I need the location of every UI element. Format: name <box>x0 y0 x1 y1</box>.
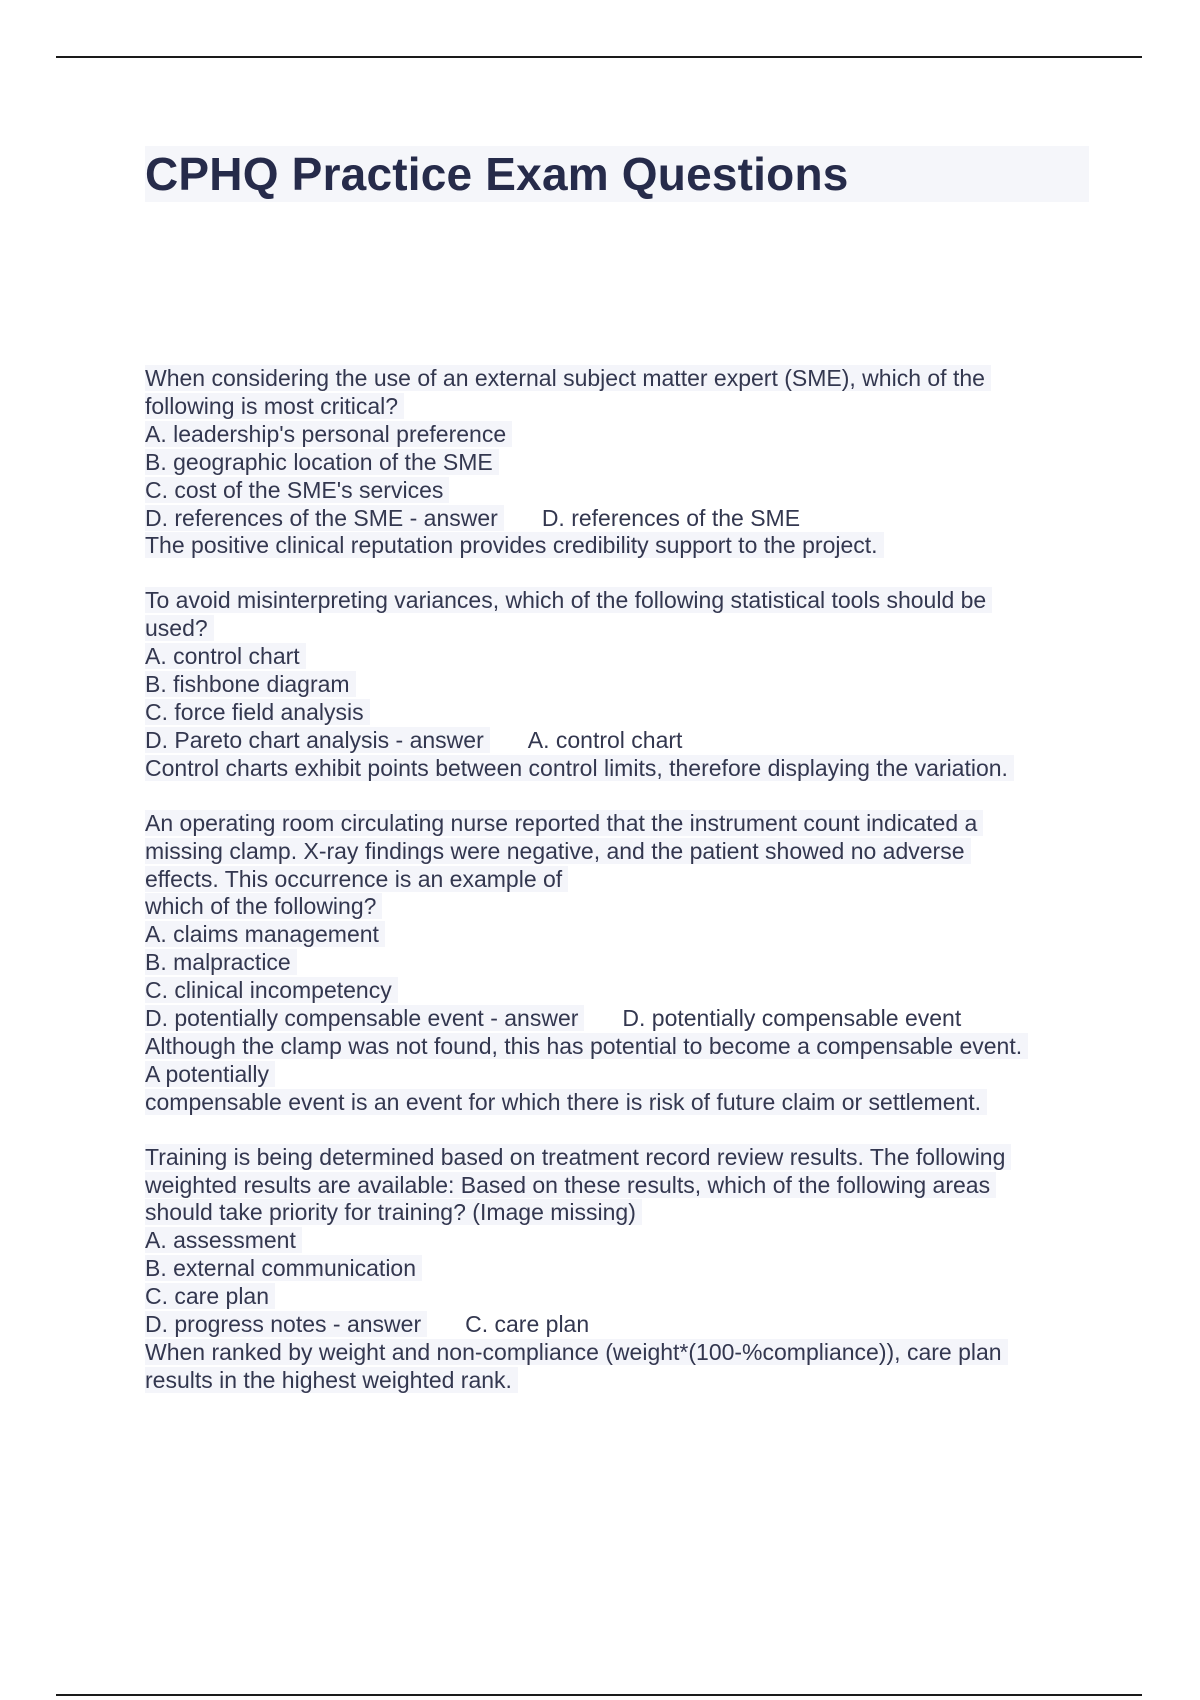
question-stem: An operating room circulating nurse reported that the instrument count indicated a <box>145 810 983 836</box>
explanation: The positive clinical reputation provides credibility support to the project. <box>145 532 884 558</box>
explanation: When ranked by weight and non-compliance (weight*(100-%compliance)), care plan <box>145 1339 1008 1365</box>
question-block <box>145 365 1085 560</box>
question-stem: effects. This occurrence is an example of <box>145 866 568 892</box>
option-d: D. references of the SME - answer <box>145 505 504 531</box>
option-a: A. claims management <box>145 921 385 947</box>
question-stem: which of the following? <box>145 893 382 919</box>
explanation: Control charts exhibit points between control limits, therefore displaying the variation. <box>145 755 1014 781</box>
option-b: B. malpractice <box>145 949 297 975</box>
answer-text: C. care plan <box>465 1311 590 1338</box>
explanation: A potentially <box>145 1061 275 1087</box>
questions-list <box>145 365 1085 1422</box>
answer-text: D. references of the SME <box>541 504 801 531</box>
question-block <box>145 587 1085 782</box>
question-stem: used? <box>145 615 214 641</box>
question-stem: weighted results are available: Based on these results, which of the following areas <box>145 1172 996 1198</box>
question-block <box>145 810 1085 1117</box>
option-a: A. control chart <box>145 643 306 669</box>
option-c: C. force field analysis <box>145 699 370 725</box>
option-b: B. geographic location of the SME <box>145 449 499 475</box>
question-stem: Training is being determined based on treatment record review results. The following <box>145 1144 1011 1170</box>
question-stem: When considering the use of an external subject matter expert (SME), which of the <box>145 365 991 391</box>
option-d: D. potentially compensable event - answer <box>145 1005 584 1031</box>
answer-text: A. control chart <box>527 726 683 753</box>
option-c: C. cost of the SME's services <box>145 477 449 503</box>
option-b: B. external communication <box>145 1255 422 1281</box>
option-a: A. assessment <box>145 1227 302 1253</box>
question-stem: missing clamp. X-ray findings were negative, and the patient showed no adverse <box>145 838 971 864</box>
option-a: A. leadership's personal preference <box>145 421 512 447</box>
top-rule <box>56 56 1142 58</box>
option-c: C. care plan <box>145 1283 275 1309</box>
title-banner <box>145 146 1089 202</box>
page-title: CPHQ Practice Exam Questions <box>145 148 849 200</box>
option-d: D. progress notes - answer <box>145 1311 427 1337</box>
answer-text: D. potentially compensable event <box>622 1005 962 1032</box>
option-c: C. clinical incompetency <box>145 977 398 1003</box>
explanation: Although the clamp was not found, this has potential to become a compensable event. <box>145 1033 1028 1059</box>
explanation: compensable event is an event for which there is risk of future claim or settlement. <box>145 1089 987 1115</box>
explanation: results in the highest weighted rank. <box>145 1367 518 1393</box>
option-d: D. Pareto chart analysis - answer <box>145 727 490 753</box>
bottom-rule <box>56 1694 1142 1696</box>
question-stem: should take priority for training? (Image missing) <box>145 1199 642 1225</box>
question-block <box>145 1144 1085 1395</box>
question-stem: To avoid misinterpreting variances, which of the following statistical tools should be <box>145 587 992 613</box>
option-b: B. fishbone diagram <box>145 671 356 697</box>
question-stem: following is most critical? <box>145 393 404 419</box>
